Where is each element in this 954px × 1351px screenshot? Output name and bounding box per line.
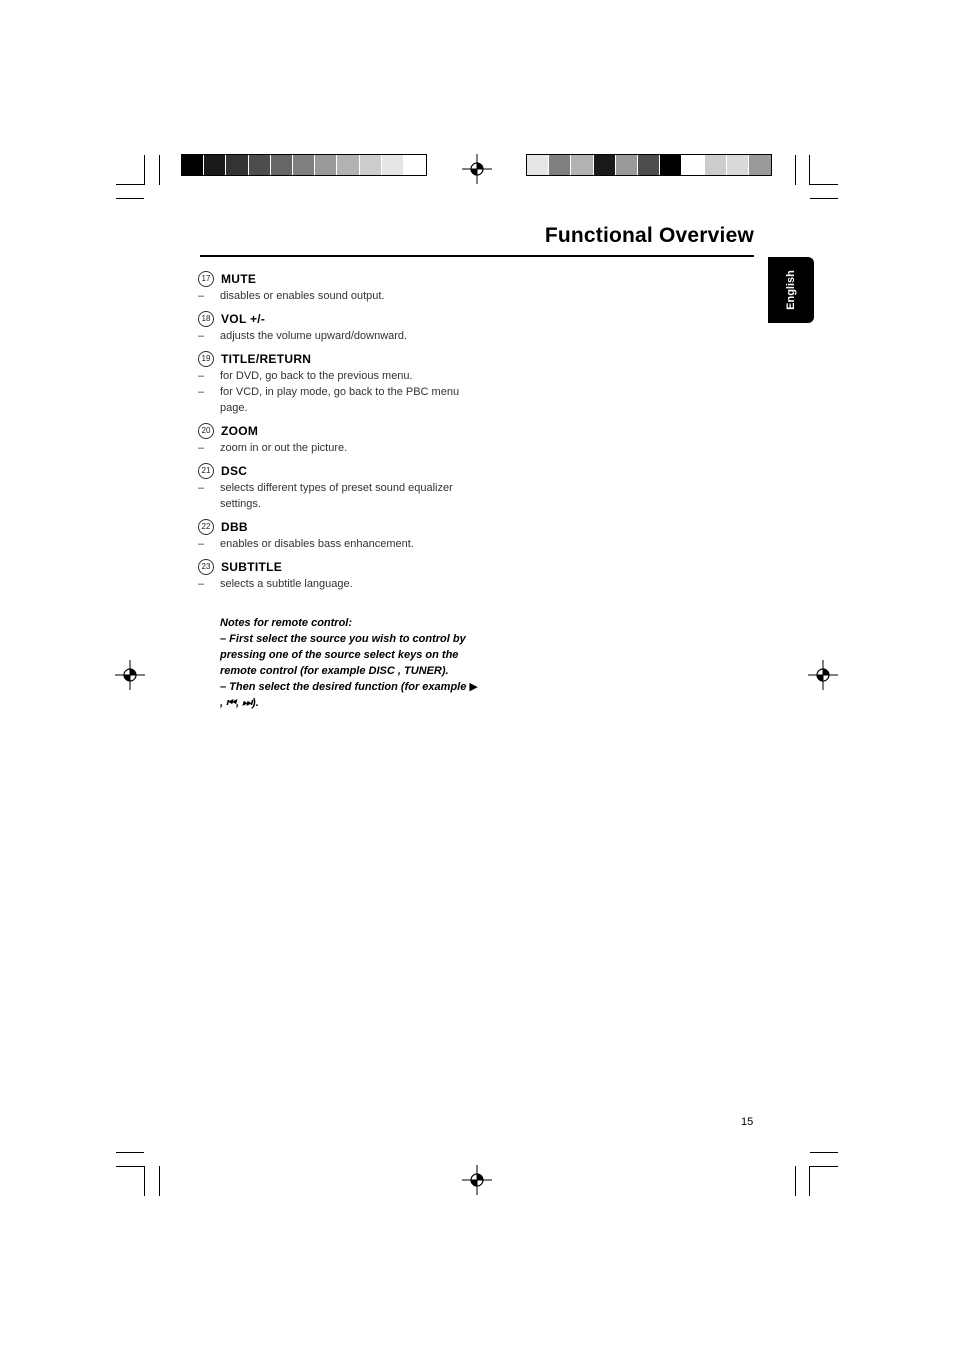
color-swatch <box>404 155 426 175</box>
function-item-header <box>198 350 478 368</box>
function-name: TITLE/RETURN <box>221 352 312 366</box>
color-swatch <box>549 155 571 175</box>
notes-line-1: – First select the source you wish to control by pressing one of the source select keys on the remote control (for example DISC , TUNER). <box>220 633 466 677</box>
description-text: for DVD, go back to the previous menu. <box>220 370 413 382</box>
function-description <box>198 368 478 384</box>
title-underline <box>200 255 754 257</box>
description-text: adjusts the volume upward/downward. <box>220 330 408 342</box>
color-swatch <box>204 155 226 175</box>
color-swatch <box>527 155 549 175</box>
item-number-badge: 22 <box>198 519 214 535</box>
function-list <box>198 270 478 598</box>
function-item <box>198 270 478 304</box>
color-swatch <box>638 155 660 175</box>
color-swatch <box>315 155 337 175</box>
color-swatch <box>571 155 593 175</box>
color-swatch <box>249 155 271 175</box>
item-number-badge: 21 <box>198 463 214 479</box>
function-description <box>198 440 478 456</box>
color-swatch <box>616 155 638 175</box>
function-item-header <box>198 462 478 480</box>
color-swatch <box>337 155 359 175</box>
function-item-header <box>198 518 478 536</box>
registration-mark-top-icon <box>462 154 492 184</box>
function-name: ZOOM <box>221 424 259 438</box>
page-number: 15 <box>741 1116 754 1128</box>
function-description <box>198 288 478 304</box>
function-item-header <box>198 310 478 328</box>
color-swatch <box>660 155 682 175</box>
item-number-badge: 20 <box>198 423 214 439</box>
color-calibration-bar-right <box>526 154 772 176</box>
description-text: for VCD, in play mode, go back to the PBC menu page. <box>220 386 460 414</box>
function-name: SUBTITLE <box>221 560 283 574</box>
dash-bullet: – <box>198 442 205 454</box>
remote-control-notes <box>220 615 480 711</box>
function-item <box>198 350 478 416</box>
function-item-header <box>198 558 478 576</box>
function-description <box>198 536 478 552</box>
function-description <box>198 328 478 344</box>
color-swatch <box>360 155 382 175</box>
function-description <box>198 384 478 416</box>
function-item-header <box>198 270 478 288</box>
function-item-header <box>198 422 478 440</box>
color-calibration-bar-left <box>181 154 427 176</box>
color-swatch <box>382 155 404 175</box>
dash-bullet: – <box>198 482 205 494</box>
item-number-badge: 17 <box>198 271 214 287</box>
dash-bullet: – <box>198 578 205 590</box>
description-text: disables or enables sound output. <box>220 290 385 302</box>
registration-mark-left-icon <box>115 660 145 690</box>
notes-title: Notes for remote control: <box>220 617 353 629</box>
dash-bullet: – <box>198 538 205 550</box>
description-text: enables or disables bass enhancement. <box>220 538 414 550</box>
function-name: DSC <box>221 464 248 478</box>
language-tab-label: English <box>785 270 797 310</box>
item-number-badge: 19 <box>198 351 214 367</box>
function-item <box>198 462 478 512</box>
function-name: MUTE <box>221 272 257 286</box>
color-swatch <box>727 155 749 175</box>
dash-bullet: – <box>198 290 205 302</box>
description-text: selects different types of preset sound equalizer settings. <box>220 482 453 510</box>
function-item <box>198 422 478 456</box>
notes-line-2: – Then select the desired function (for example ▶ , ⏮, ⏭). <box>220 681 478 709</box>
color-swatch <box>271 155 293 175</box>
function-description <box>198 480 478 512</box>
item-number-badge: 18 <box>198 311 214 327</box>
function-description <box>198 576 478 592</box>
color-swatch <box>749 155 771 175</box>
function-item <box>198 310 478 344</box>
registration-mark-right-icon <box>808 660 838 690</box>
color-swatch <box>682 155 704 175</box>
color-swatch <box>705 155 727 175</box>
description-text: selects a subtitle language. <box>220 578 353 590</box>
function-item <box>198 558 478 592</box>
registration-mark-bottom-icon <box>462 1165 492 1195</box>
language-tab <box>768 257 814 323</box>
color-swatch <box>293 155 315 175</box>
page-title: Functional Overview <box>544 224 754 247</box>
color-swatch <box>594 155 616 175</box>
description-text: zoom in or out the picture. <box>220 442 348 454</box>
function-name: DBB <box>221 520 248 534</box>
color-swatch <box>226 155 248 175</box>
function-name: VOL +/- <box>221 312 266 326</box>
color-swatch <box>182 155 204 175</box>
function-item <box>198 518 478 552</box>
dash-bullet: – <box>198 386 205 398</box>
dash-bullet: – <box>198 370 205 382</box>
item-number-badge: 23 <box>198 559 214 575</box>
dash-bullet: – <box>198 330 205 342</box>
